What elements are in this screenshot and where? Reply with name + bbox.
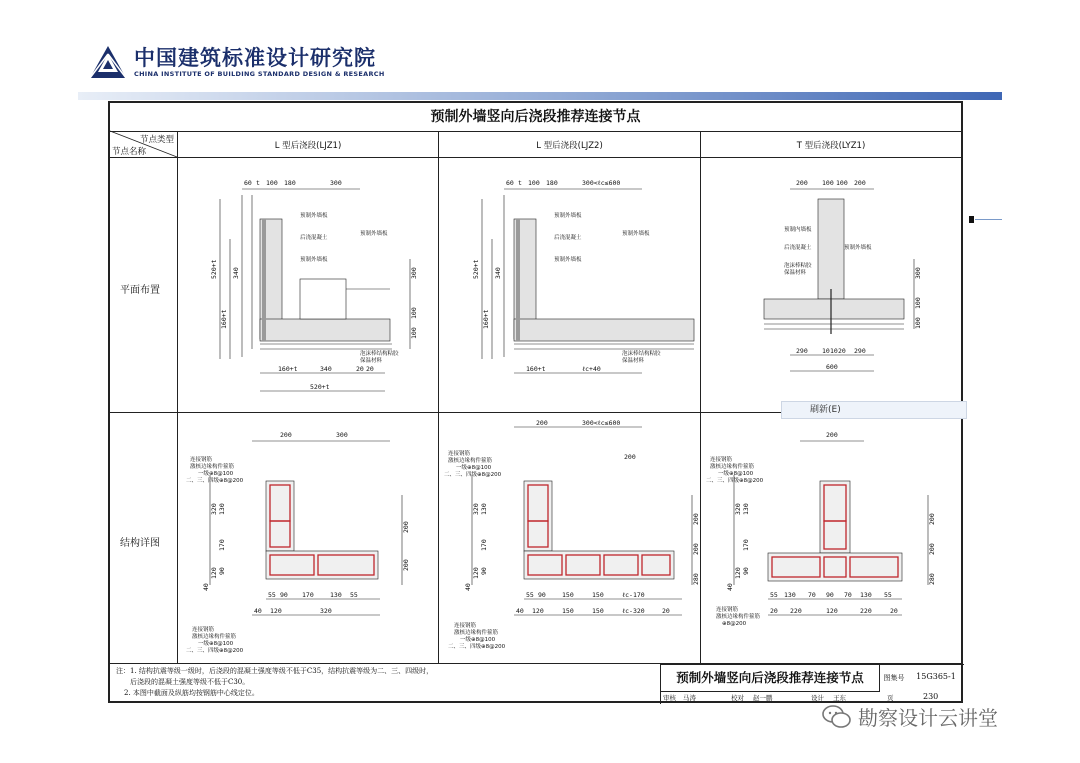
svg-text:200: 200	[692, 513, 700, 525]
svg-text:后浇混凝土: 后浇混凝土	[554, 235, 582, 241]
svg-text:120: 120	[270, 607, 282, 615]
svg-text:40: 40	[254, 607, 262, 615]
svg-text:300<ℓc≤600: 300<ℓc≤600	[582, 419, 621, 427]
svg-text:后浇混凝土: 后浇混凝土	[300, 235, 328, 241]
column-header: L 型后浇段(LJZ2)	[536, 141, 603, 151]
svg-text:280: 280	[692, 573, 700, 585]
page-label: 页	[887, 694, 894, 702]
corner-label-bottom: 节点名称	[112, 147, 147, 157]
context-menu-refresh[interactable]: 刷新(E)	[781, 401, 967, 419]
atlas-number: 15G365-1	[916, 672, 956, 681]
svg-text:120: 120	[210, 567, 218, 579]
design-name: 王东	[833, 694, 846, 702]
svg-text:200: 200	[402, 521, 410, 533]
svg-text:170: 170	[480, 539, 488, 551]
svg-text:二、三、四级⊕8@200: 二、三、四级⊕8@200	[448, 644, 506, 650]
svg-text:180: 180	[284, 179, 296, 187]
svg-text:340: 340	[320, 365, 332, 373]
svg-text:二、三、四级⊕8@200: 二、三、四级⊕8@200	[444, 472, 502, 478]
svg-text:⊕8@200: ⊕8@200	[722, 621, 747, 627]
svg-text:t: t	[256, 179, 260, 187]
svg-text:90: 90	[826, 591, 834, 599]
svg-text:90: 90	[742, 567, 750, 575]
svg-text:20: 20	[838, 347, 846, 355]
svg-text:预制外墙板: 预制外墙板	[300, 257, 328, 263]
svg-text:激核边缘构件箍筋: 激核边缘构件箍筋	[448, 458, 493, 464]
svg-text:100: 100	[528, 179, 540, 187]
svg-text:200: 200	[536, 419, 548, 427]
svg-text:泡沫棒结构粘胶: 泡沫棒结构粘胶	[622, 351, 661, 357]
svg-text:ℓc+40: ℓc+40	[582, 365, 601, 373]
svg-text:一级⊕8@100: 一级⊕8@100	[460, 637, 496, 643]
svg-text:520+t: 520+t	[210, 259, 218, 279]
svg-text:连接钢筋: 连接钢筋	[448, 451, 471, 457]
svg-text:160+t: 160+t	[526, 365, 546, 373]
svg-text:激核边缘构件箍筋: 激核边缘构件箍筋	[716, 614, 761, 620]
svg-text:连接钢筋: 连接钢筋	[190, 457, 213, 463]
svg-text:300: 300	[330, 179, 342, 187]
side-line	[975, 219, 1002, 220]
svg-text:100: 100	[410, 307, 418, 319]
svg-text:40: 40	[726, 583, 734, 591]
svg-text:激核边缘构件箍筋: 激核边缘构件箍筋	[192, 634, 237, 640]
svg-text:100: 100	[836, 179, 848, 187]
svg-text:20: 20	[366, 365, 374, 373]
svg-text:150: 150	[562, 607, 574, 615]
svg-text:130: 130	[330, 591, 342, 599]
svg-text:10: 10	[822, 347, 830, 355]
org-name-en: CHINA INSTITUTE OF BUILDING STANDARD DESIGN & RESEARCH	[134, 70, 385, 78]
svg-text:130: 130	[860, 591, 872, 599]
svg-text:200: 200	[402, 559, 410, 571]
svg-text:连接钢筋: 连接钢筋	[454, 623, 477, 629]
svg-text:ℓc-170: ℓc-170	[622, 591, 645, 599]
svg-text:保温材料: 保温材料	[784, 270, 807, 276]
svg-text:连接钢筋: 连接钢筋	[710, 457, 733, 463]
svg-text:一级⊕8@100: 一级⊕8@100	[718, 471, 754, 477]
svg-text:320: 320	[320, 607, 332, 615]
svg-text:200: 200	[624, 453, 636, 461]
svg-text:130: 130	[480, 503, 488, 515]
svg-text:200: 200	[796, 179, 808, 187]
svg-text:70: 70	[844, 591, 852, 599]
svg-text:一级⊕8@100: 一级⊕8@100	[198, 471, 234, 477]
svg-text:55: 55	[770, 591, 778, 599]
svg-text:150: 150	[562, 591, 574, 599]
svg-text:后浇混凝土: 后浇混凝土	[784, 245, 812, 251]
svg-text:160+t: 160+t	[482, 309, 490, 329]
svg-text:40: 40	[516, 607, 524, 615]
svg-text:55: 55	[268, 591, 276, 599]
svg-text:预制外墙板: 预制外墙板	[300, 213, 328, 219]
svg-text:300<ℓc≤600: 300<ℓc≤600	[582, 179, 621, 187]
svg-text:预制外墙板: 预制外墙板	[360, 231, 388, 237]
page-number: 230	[923, 692, 939, 701]
svg-text:20: 20	[356, 365, 364, 373]
drawing-notes	[116, 666, 656, 699]
svg-text:激核边缘构件箍筋: 激核边缘构件箍筋	[710, 464, 755, 470]
note-line: 注：1. 结构抗震等级一级时，后浇段的混凝土强度等级不低于C35，结构抗震等级为二、三、四级时，	[116, 667, 434, 675]
svg-text:70: 70	[808, 591, 816, 599]
header-bar	[78, 92, 1002, 100]
svg-text:120: 120	[532, 607, 544, 615]
svg-text:40: 40	[202, 583, 210, 591]
svg-text:预制外墙板: 预制外墙板	[622, 231, 650, 237]
svg-text:激核边缘构件箍筋: 激核边缘构件箍筋	[190, 464, 235, 470]
svg-text:220: 220	[790, 607, 802, 615]
svg-text:280: 280	[928, 573, 936, 585]
svg-text:保温材料: 保温材料	[360, 358, 383, 364]
row-label: 平面布置	[120, 285, 160, 296]
svg-text:泡沫棒粘胶: 泡沫棒粘胶	[784, 263, 812, 269]
svg-text:保温材料: 保温材料	[622, 358, 645, 364]
svg-text:200: 200	[692, 543, 700, 555]
svg-text:290: 290	[854, 347, 866, 355]
detail-drawing-ljz2	[442, 415, 698, 661]
svg-text:t: t	[518, 179, 522, 187]
title-block	[660, 664, 964, 704]
plan-drawing-ljz1	[180, 159, 436, 411]
svg-text:激核边缘构件箍筋: 激核边缘构件箍筋	[454, 630, 499, 636]
svg-text:100: 100	[266, 179, 278, 187]
svg-text:170: 170	[742, 539, 750, 551]
corner-label-top: 节点类型	[140, 135, 175, 145]
svg-text:520+t: 520+t	[472, 259, 480, 279]
svg-text:180: 180	[546, 179, 558, 187]
svg-text:100: 100	[914, 317, 922, 329]
svg-text:20: 20	[890, 607, 898, 615]
node-table	[110, 131, 961, 664]
svg-text:100: 100	[914, 297, 922, 309]
title-block-title: 预制外墙竖向后浇段推荐连接节点	[661, 665, 880, 692]
svg-text:20: 20	[662, 607, 670, 615]
watermark	[818, 700, 1058, 732]
svg-text:200: 200	[854, 179, 866, 187]
svg-text:40: 40	[464, 583, 472, 591]
svg-text:200: 200	[280, 431, 292, 439]
svg-text:90: 90	[280, 591, 288, 599]
check-name: 赵一鹏	[753, 694, 773, 702]
atlas-label: 图集号	[883, 674, 905, 682]
svg-text:预制内墙板: 预制内墙板	[784, 227, 812, 233]
svg-text:90: 90	[218, 567, 226, 575]
svg-text:二、三、四级⊕8@200: 二、三、四级⊕8@200	[186, 648, 244, 654]
svg-text:预制外墙板: 预制外墙板	[554, 257, 582, 263]
svg-text:160+t: 160+t	[220, 309, 228, 329]
svg-text:60: 60	[506, 179, 514, 187]
svg-text:100: 100	[410, 327, 418, 339]
plan-drawing-ljz2	[442, 159, 698, 411]
svg-text:340: 340	[494, 267, 502, 279]
svg-text:10: 10	[830, 347, 838, 355]
svg-text:200: 200	[826, 431, 838, 439]
svg-text:90: 90	[480, 567, 488, 575]
svg-text:一级⊕8@100: 一级⊕8@100	[456, 465, 492, 471]
svg-text:55: 55	[884, 591, 892, 599]
svg-text:320: 320	[472, 503, 480, 515]
svg-text:130: 130	[784, 591, 796, 599]
column-header: T 型后浇段(LYZ1)	[796, 141, 866, 151]
org-name-cn: 中国建筑标准设计研究院	[134, 46, 376, 70]
svg-text:90: 90	[538, 591, 546, 599]
svg-text:120: 120	[472, 567, 480, 579]
svg-text:ℓc-320: ℓc-320	[622, 607, 645, 615]
svg-text:20: 20	[770, 607, 778, 615]
note-line: 后浇段的混凝土强度等级不低于C30。	[130, 678, 250, 686]
svg-text:120: 120	[826, 607, 838, 615]
svg-text:150: 150	[592, 607, 604, 615]
svg-text:泡沫棒结构粘胶: 泡沫棒结构粘胶	[360, 351, 399, 357]
svg-text:300: 300	[914, 267, 922, 279]
design-label: 设计	[811, 694, 824, 702]
svg-text:200: 200	[928, 543, 936, 555]
column-header: L 型后浇段(LJZ1)	[274, 141, 342, 151]
logo-mark-icon	[88, 44, 128, 84]
svg-text:300: 300	[336, 431, 348, 439]
svg-text:160+t: 160+t	[278, 365, 298, 373]
side-marker	[969, 216, 974, 223]
svg-text:55: 55	[350, 591, 358, 599]
wechat-icon	[822, 704, 852, 730]
svg-text:600: 600	[826, 363, 838, 371]
svg-text:340: 340	[232, 267, 240, 279]
svg-text:320: 320	[734, 503, 742, 515]
svg-text:连接钢筋: 连接钢筋	[716, 607, 739, 613]
row-label: 结构详图	[120, 538, 160, 549]
svg-text:120: 120	[734, 567, 742, 579]
svg-text:170: 170	[218, 539, 226, 551]
svg-text:一级⊕8@100: 一级⊕8@100	[198, 641, 234, 647]
note-line: 2. 本图中截面及纵筋均按钢筋中心线定位。	[124, 689, 259, 697]
svg-text:170: 170	[302, 591, 314, 599]
svg-text:连接钢筋: 连接钢筋	[192, 627, 215, 633]
review-name: 马涛	[683, 694, 696, 702]
svg-text:预制外墙板: 预制外墙板	[554, 213, 582, 219]
svg-text:300: 300	[410, 267, 418, 279]
svg-text:220: 220	[860, 607, 872, 615]
svg-text:100: 100	[822, 179, 834, 187]
svg-text:290: 290	[796, 347, 808, 355]
sheet-title: 预制外墙竖向后浇段推荐连接节点	[110, 103, 961, 132]
org-logo	[88, 40, 418, 88]
svg-text:520+t: 520+t	[310, 383, 330, 391]
svg-text:55: 55	[526, 591, 534, 599]
svg-text:200: 200	[928, 513, 936, 525]
review-label: 审核	[663, 694, 676, 702]
svg-text:320: 320	[210, 503, 218, 515]
svg-text:130: 130	[218, 503, 226, 515]
svg-text:二、三、四级⊕8@200: 二、三、四级⊕8@200	[706, 478, 764, 484]
svg-text:150: 150	[592, 591, 604, 599]
svg-text:60: 60	[244, 179, 252, 187]
plan-drawing-lyz1	[704, 159, 960, 411]
svg-text:130: 130	[742, 503, 750, 515]
detail-drawing-lyz1	[704, 415, 960, 661]
detail-drawing-ljz1	[180, 415, 436, 661]
svg-text:二、三、四级⊕8@200: 二、三、四级⊕8@200	[186, 478, 244, 484]
check-label: 校对	[731, 694, 744, 702]
svg-text:预制外墙板: 预制外墙板	[844, 245, 872, 251]
watermark-text: 勘察设计云讲堂	[858, 706, 998, 730]
